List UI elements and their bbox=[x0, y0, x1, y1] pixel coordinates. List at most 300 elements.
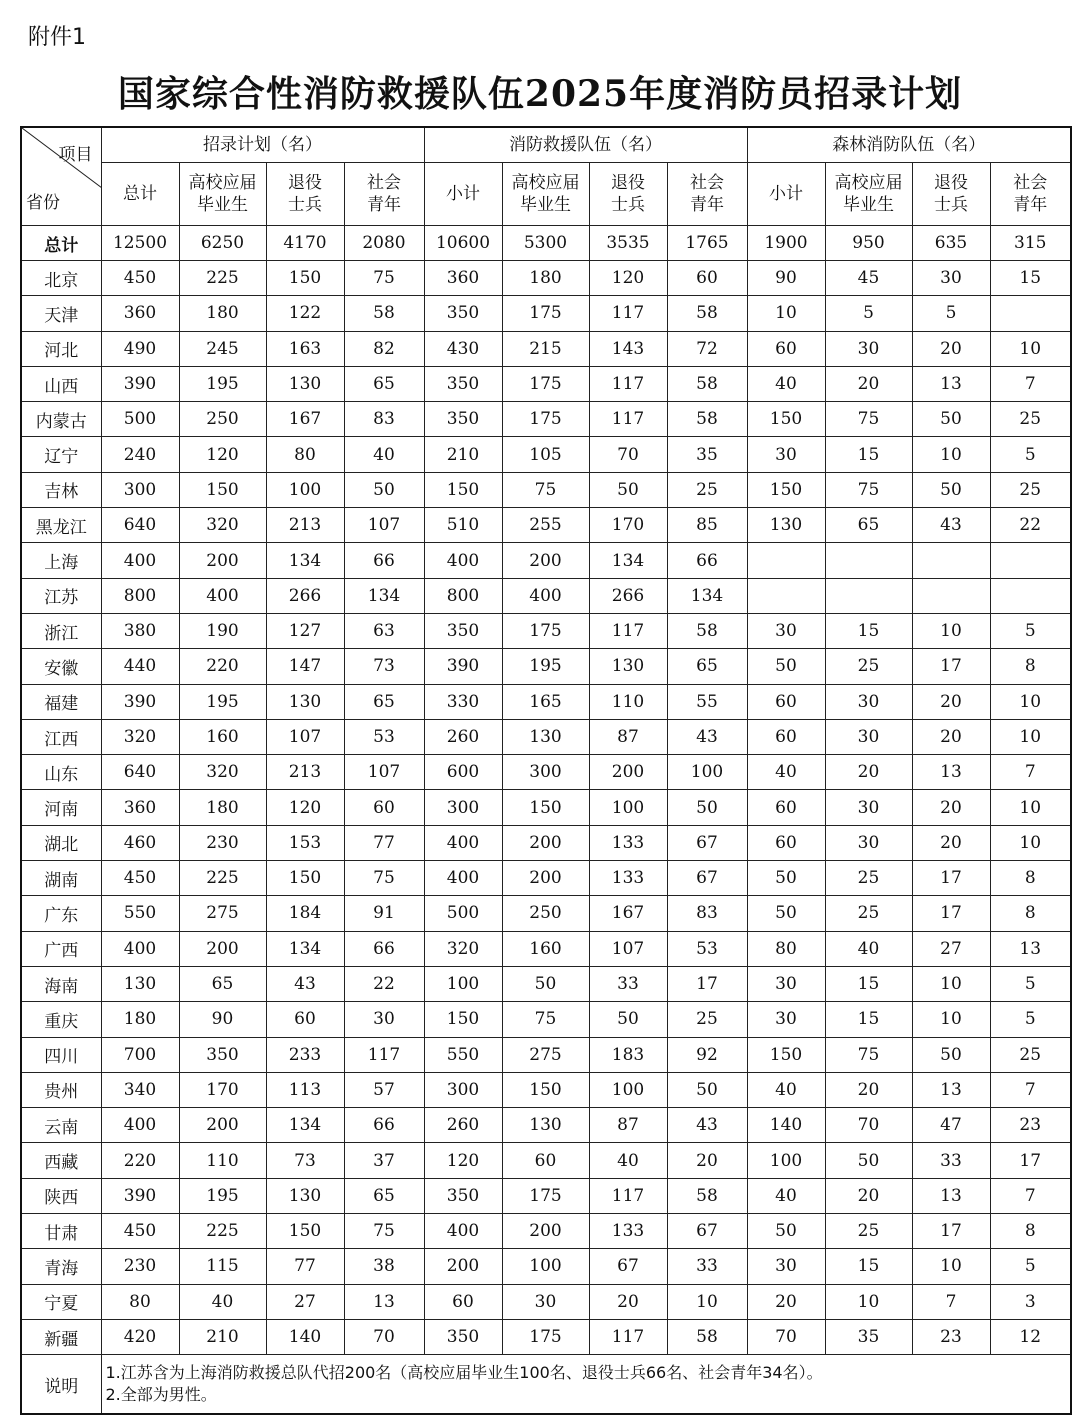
table-cell: 107 bbox=[589, 931, 667, 966]
table-cell: 150 bbox=[266, 861, 344, 896]
table-cell: 17 bbox=[912, 896, 990, 931]
table-cell: 450 bbox=[101, 861, 179, 896]
table-cell bbox=[990, 296, 1071, 331]
table-cell: 5 bbox=[990, 1249, 1071, 1284]
table-cell: 250 bbox=[179, 402, 266, 437]
table-cell: 350 bbox=[179, 1037, 266, 1072]
table-cell: 240 bbox=[101, 437, 179, 472]
column-header: 小计 bbox=[747, 163, 825, 226]
table-cell: 175 bbox=[502, 613, 589, 648]
table-cell: 22 bbox=[344, 966, 424, 1001]
column-header: 高校应届 毕业生 bbox=[179, 163, 266, 226]
table-cell: 420 bbox=[101, 1319, 179, 1354]
table-cell: 105 bbox=[502, 437, 589, 472]
group-header-forest-fire: 森林消防队伍（名） bbox=[747, 127, 1071, 163]
province-name: 海南 bbox=[21, 966, 101, 1001]
table-cell: 75 bbox=[825, 402, 912, 437]
table-cell: 80 bbox=[747, 931, 825, 966]
table-cell: 320 bbox=[179, 755, 266, 790]
table-cell: 100 bbox=[589, 1072, 667, 1107]
table-cell: 330 bbox=[424, 684, 502, 719]
table-cell: 400 bbox=[101, 931, 179, 966]
table-cell: 50 bbox=[912, 472, 990, 507]
table-cell: 180 bbox=[101, 1002, 179, 1037]
table-cell: 13 bbox=[990, 931, 1071, 966]
table-cell: 66 bbox=[344, 931, 424, 966]
table-cell: 67 bbox=[667, 861, 747, 896]
province-name: 宁夏 bbox=[21, 1284, 101, 1319]
recruitment-table bbox=[20, 126, 1072, 1415]
table-cell: 10 bbox=[667, 1284, 747, 1319]
table-cell: 400 bbox=[101, 543, 179, 578]
table-cell: 13 bbox=[912, 366, 990, 401]
table-cell: 5 bbox=[912, 296, 990, 331]
table-cell bbox=[825, 578, 912, 613]
table-cell: 15 bbox=[825, 1002, 912, 1037]
total-cell: 315 bbox=[990, 226, 1071, 261]
table-cell: 8 bbox=[990, 896, 1071, 931]
province-name: 内蒙古 bbox=[21, 402, 101, 437]
table-cell: 200 bbox=[502, 1214, 589, 1249]
table-cell: 180 bbox=[179, 296, 266, 331]
table-cell: 30 bbox=[747, 1249, 825, 1284]
table-cell: 25 bbox=[825, 1214, 912, 1249]
province-name: 河南 bbox=[21, 790, 101, 825]
table-cell bbox=[825, 543, 912, 578]
table-cell: 65 bbox=[344, 1178, 424, 1213]
table-cell: 40 bbox=[344, 437, 424, 472]
table-row bbox=[21, 437, 1071, 472]
table-cell: 20 bbox=[589, 1284, 667, 1319]
table-cell: 130 bbox=[589, 649, 667, 684]
table-cell: 133 bbox=[589, 861, 667, 896]
table-cell: 90 bbox=[747, 261, 825, 296]
table-cell: 45 bbox=[825, 261, 912, 296]
table-cell: 75 bbox=[825, 472, 912, 507]
table-cell: 60 bbox=[747, 684, 825, 719]
table-cell: 70 bbox=[747, 1319, 825, 1354]
table-cell: 25 bbox=[990, 1037, 1071, 1072]
table-cell: 5 bbox=[990, 966, 1071, 1001]
table-cell: 30 bbox=[825, 684, 912, 719]
table-cell: 600 bbox=[424, 755, 502, 790]
table-cell: 40 bbox=[589, 1143, 667, 1178]
table-cell: 30 bbox=[747, 613, 825, 648]
column-header: 社会 青年 bbox=[667, 163, 747, 226]
table-cell: 113 bbox=[266, 1072, 344, 1107]
table-cell: 200 bbox=[589, 755, 667, 790]
table-cell: 122 bbox=[266, 296, 344, 331]
table-cell: 60 bbox=[266, 1002, 344, 1037]
table-cell: 37 bbox=[344, 1143, 424, 1178]
province-name: 广东 bbox=[21, 896, 101, 931]
table-cell: 195 bbox=[179, 366, 266, 401]
table-cell: 200 bbox=[502, 825, 589, 860]
table-cell: 175 bbox=[502, 296, 589, 331]
table-row bbox=[21, 861, 1071, 896]
table-cell: 390 bbox=[424, 649, 502, 684]
table-cell: 20 bbox=[912, 331, 990, 366]
table-cell: 134 bbox=[266, 543, 344, 578]
table-cell: 67 bbox=[589, 1249, 667, 1284]
table-cell: 107 bbox=[344, 755, 424, 790]
province-name: 陕西 bbox=[21, 1178, 101, 1213]
table-cell: 17 bbox=[990, 1143, 1071, 1178]
table-cell: 350 bbox=[424, 296, 502, 331]
table-cell: 200 bbox=[424, 1249, 502, 1284]
table-cell: 150 bbox=[266, 1214, 344, 1249]
table-cell: 53 bbox=[344, 719, 424, 754]
table-cell: 5 bbox=[825, 296, 912, 331]
group-header-plan: 招录计划（名） bbox=[101, 127, 424, 163]
table-cell: 33 bbox=[667, 1249, 747, 1284]
table-cell: 266 bbox=[589, 578, 667, 613]
table-cell: 66 bbox=[667, 543, 747, 578]
total-cell: 635 bbox=[912, 226, 990, 261]
table-cell: 73 bbox=[266, 1143, 344, 1178]
table-cell: 15 bbox=[825, 1249, 912, 1284]
province-name: 江苏 bbox=[21, 578, 101, 613]
table-cell: 50 bbox=[747, 861, 825, 896]
table-cell: 50 bbox=[502, 966, 589, 1001]
table-cell: 100 bbox=[266, 472, 344, 507]
table-cell: 117 bbox=[589, 366, 667, 401]
table-row bbox=[21, 684, 1071, 719]
table-cell: 390 bbox=[101, 684, 179, 719]
notes-cell bbox=[101, 1355, 1071, 1415]
table-cell: 20 bbox=[912, 684, 990, 719]
table-row bbox=[21, 508, 1071, 543]
table-cell: 30 bbox=[825, 719, 912, 754]
province-name: 辽宁 bbox=[21, 437, 101, 472]
table-cell: 40 bbox=[747, 366, 825, 401]
table-cell: 25 bbox=[667, 472, 747, 507]
table-cell: 100 bbox=[747, 1143, 825, 1178]
table-cell: 53 bbox=[667, 931, 747, 966]
table-cell: 350 bbox=[424, 366, 502, 401]
table-cell: 7 bbox=[990, 1072, 1071, 1107]
table-cell: 230 bbox=[179, 825, 266, 860]
table-cell: 800 bbox=[424, 578, 502, 613]
note-label: 说明 bbox=[21, 1355, 101, 1415]
total-cell: 12500 bbox=[101, 226, 179, 261]
table-cell: 510 bbox=[424, 508, 502, 543]
table-cell: 10 bbox=[912, 1002, 990, 1037]
total-label: 总计 bbox=[21, 226, 101, 261]
table-cell: 17 bbox=[667, 966, 747, 1001]
table-cell: 213 bbox=[266, 755, 344, 790]
table-cell: 143 bbox=[589, 331, 667, 366]
table-cell: 60 bbox=[747, 790, 825, 825]
table-cell: 22 bbox=[990, 508, 1071, 543]
table-cell: 82 bbox=[344, 331, 424, 366]
table-cell: 150 bbox=[747, 1037, 825, 1072]
table-cell: 10 bbox=[990, 790, 1071, 825]
table-cell: 400 bbox=[424, 1214, 502, 1249]
province-name: 重庆 bbox=[21, 1002, 101, 1037]
table-cell: 225 bbox=[179, 1214, 266, 1249]
table-row bbox=[21, 331, 1071, 366]
page-title: 国家综合性消防救援队伍2025年度消防员招录计划 bbox=[117, 73, 963, 115]
table-cell: 50 bbox=[912, 1037, 990, 1072]
table-cell: 100 bbox=[502, 1249, 589, 1284]
total-cell: 1765 bbox=[667, 226, 747, 261]
table-cell: 65 bbox=[179, 966, 266, 1001]
province-name: 上海 bbox=[21, 543, 101, 578]
table-cell: 17 bbox=[912, 1214, 990, 1249]
corner-header-cell bbox=[21, 127, 101, 226]
province-name: 云南 bbox=[21, 1108, 101, 1143]
table-cell: 117 bbox=[589, 402, 667, 437]
province-name: 吉林 bbox=[21, 472, 101, 507]
table-cell: 117 bbox=[589, 296, 667, 331]
table-cell: 250 bbox=[502, 896, 589, 931]
table-cell: 130 bbox=[502, 719, 589, 754]
table-cell: 550 bbox=[424, 1037, 502, 1072]
table-cell: 320 bbox=[101, 719, 179, 754]
table-cell: 65 bbox=[344, 684, 424, 719]
note-line: 1.江苏含为上海消防救援总队代招200名（高校应届毕业生100名、退役士兵66名、社会青年34名）。 bbox=[105, 1363, 823, 1383]
province-name: 新疆 bbox=[21, 1319, 101, 1354]
table-cell: 300 bbox=[424, 1072, 502, 1107]
table-cell: 92 bbox=[667, 1037, 747, 1072]
province-name: 天津 bbox=[21, 296, 101, 331]
table-cell: 184 bbox=[266, 896, 344, 931]
table-cell: 130 bbox=[266, 1178, 344, 1213]
table-cell: 10 bbox=[990, 684, 1071, 719]
table-cell: 75 bbox=[502, 472, 589, 507]
table-cell: 13 bbox=[912, 755, 990, 790]
province-name: 江西 bbox=[21, 719, 101, 754]
table-cell: 23 bbox=[912, 1319, 990, 1354]
table-cell: 87 bbox=[589, 1108, 667, 1143]
table-cell: 350 bbox=[424, 402, 502, 437]
table-cell: 5 bbox=[990, 613, 1071, 648]
table-cell: 65 bbox=[667, 649, 747, 684]
table-cell: 58 bbox=[667, 1178, 747, 1213]
table-cell: 640 bbox=[101, 755, 179, 790]
table-cell: 107 bbox=[266, 719, 344, 754]
table-cell: 220 bbox=[179, 649, 266, 684]
table-cell: 80 bbox=[266, 437, 344, 472]
table-row bbox=[21, 1037, 1071, 1072]
table-cell: 43 bbox=[266, 966, 344, 1001]
table-cell: 47 bbox=[912, 1108, 990, 1143]
province-name: 浙江 bbox=[21, 613, 101, 648]
table-cell: 10 bbox=[990, 719, 1071, 754]
table-row bbox=[21, 402, 1071, 437]
table-cell: 220 bbox=[101, 1143, 179, 1178]
table-cell: 40 bbox=[747, 1072, 825, 1107]
table-cell: 127 bbox=[266, 613, 344, 648]
table-cell: 50 bbox=[825, 1143, 912, 1178]
column-header: 退役 士兵 bbox=[912, 163, 990, 226]
table-cell: 170 bbox=[179, 1072, 266, 1107]
table-row bbox=[21, 1249, 1071, 1284]
table-cell: 350 bbox=[424, 1178, 502, 1213]
table-cell: 20 bbox=[667, 1143, 747, 1178]
table-cell: 165 bbox=[502, 684, 589, 719]
table-cell: 20 bbox=[825, 1072, 912, 1107]
table-cell: 75 bbox=[502, 1002, 589, 1037]
table-cell: 40 bbox=[825, 931, 912, 966]
table-row bbox=[21, 1284, 1071, 1319]
table-row bbox=[21, 1072, 1071, 1107]
province-name: 河北 bbox=[21, 331, 101, 366]
corner-label-item: 项目 bbox=[58, 145, 93, 165]
table-cell: 23 bbox=[990, 1108, 1071, 1143]
table-row bbox=[21, 578, 1071, 613]
table-cell: 400 bbox=[502, 578, 589, 613]
group-header-fire-rescue: 消防救援队伍（名） bbox=[424, 127, 747, 163]
table-cell: 215 bbox=[502, 331, 589, 366]
table-cell: 183 bbox=[589, 1037, 667, 1072]
table-cell bbox=[990, 543, 1071, 578]
table-cell: 120 bbox=[266, 790, 344, 825]
table-cell: 134 bbox=[667, 578, 747, 613]
table-cell: 7 bbox=[990, 755, 1071, 790]
table-cell: 150 bbox=[424, 1002, 502, 1037]
table-cell: 70 bbox=[825, 1108, 912, 1143]
total-cell: 5300 bbox=[502, 226, 589, 261]
table-row bbox=[21, 1214, 1071, 1249]
table-cell: 40 bbox=[747, 755, 825, 790]
table-cell: 10 bbox=[990, 825, 1071, 860]
table-cell: 70 bbox=[589, 437, 667, 472]
table-cell: 30 bbox=[747, 966, 825, 1001]
table-cell: 13 bbox=[912, 1072, 990, 1107]
table-cell: 30 bbox=[502, 1284, 589, 1319]
table-cell: 133 bbox=[589, 1214, 667, 1249]
table-cell: 20 bbox=[825, 755, 912, 790]
table-cell: 255 bbox=[502, 508, 589, 543]
table-cell: 30 bbox=[912, 261, 990, 296]
table-cell: 100 bbox=[667, 755, 747, 790]
table-cell: 160 bbox=[179, 719, 266, 754]
table-cell: 130 bbox=[266, 684, 344, 719]
table-row bbox=[21, 1319, 1071, 1354]
table-row bbox=[21, 896, 1071, 931]
table-cell: 58 bbox=[667, 613, 747, 648]
table-cell: 75 bbox=[344, 261, 424, 296]
table-cell: 390 bbox=[101, 1178, 179, 1213]
table-cell: 490 bbox=[101, 331, 179, 366]
table-cell: 58 bbox=[344, 296, 424, 331]
table-cell: 67 bbox=[667, 1214, 747, 1249]
table-cell: 90 bbox=[179, 1002, 266, 1037]
table-cell: 38 bbox=[344, 1249, 424, 1284]
table-cell: 150 bbox=[266, 261, 344, 296]
table-cell: 66 bbox=[344, 543, 424, 578]
table-cell: 83 bbox=[667, 896, 747, 931]
table-cell: 320 bbox=[179, 508, 266, 543]
table-cell: 100 bbox=[589, 790, 667, 825]
total-cell: 4170 bbox=[266, 226, 344, 261]
province-name: 安徽 bbox=[21, 649, 101, 684]
table-cell: 87 bbox=[589, 719, 667, 754]
table-cell: 130 bbox=[266, 366, 344, 401]
table-cell: 117 bbox=[589, 1319, 667, 1354]
table-cell: 30 bbox=[825, 790, 912, 825]
table-cell bbox=[912, 543, 990, 578]
table-cell: 175 bbox=[502, 1178, 589, 1213]
table-cell: 167 bbox=[266, 402, 344, 437]
table-cell: 7 bbox=[990, 366, 1071, 401]
table-cell: 260 bbox=[424, 719, 502, 754]
table-cell: 245 bbox=[179, 331, 266, 366]
table-cell: 55 bbox=[667, 684, 747, 719]
table-cell: 150 bbox=[502, 1072, 589, 1107]
table-cell: 13 bbox=[344, 1284, 424, 1319]
table-row bbox=[21, 613, 1071, 648]
table-cell: 390 bbox=[101, 366, 179, 401]
table-row bbox=[21, 931, 1071, 966]
table-cell: 360 bbox=[101, 296, 179, 331]
table-cell: 60 bbox=[747, 719, 825, 754]
table-cell: 120 bbox=[424, 1143, 502, 1178]
table-cell: 230 bbox=[101, 1249, 179, 1284]
table-cell: 30 bbox=[344, 1002, 424, 1037]
table-cell: 3 bbox=[990, 1284, 1071, 1319]
table-row bbox=[21, 790, 1071, 825]
table-cell: 73 bbox=[344, 649, 424, 684]
table-row bbox=[21, 1002, 1071, 1037]
table-cell: 10 bbox=[747, 296, 825, 331]
table-cell: 75 bbox=[344, 861, 424, 896]
province-name: 甘肃 bbox=[21, 1214, 101, 1249]
table-cell: 266 bbox=[266, 578, 344, 613]
table-cell: 70 bbox=[344, 1319, 424, 1354]
attachment-label: 附件1 bbox=[28, 25, 86, 50]
table-cell: 117 bbox=[344, 1037, 424, 1072]
table-cell: 147 bbox=[266, 649, 344, 684]
table-cell: 550 bbox=[101, 896, 179, 931]
table-cell bbox=[747, 543, 825, 578]
table-cell: 200 bbox=[179, 543, 266, 578]
table-cell: 20 bbox=[912, 719, 990, 754]
table-cell: 134 bbox=[589, 543, 667, 578]
table-cell: 20 bbox=[825, 1178, 912, 1213]
table-cell: 25 bbox=[990, 402, 1071, 437]
table-cell: 20 bbox=[747, 1284, 825, 1319]
table-cell: 75 bbox=[344, 1214, 424, 1249]
table-cell: 140 bbox=[266, 1319, 344, 1354]
table-cell: 175 bbox=[502, 366, 589, 401]
table-cell: 400 bbox=[179, 578, 266, 613]
table-cell: 60 bbox=[747, 331, 825, 366]
table-cell: 195 bbox=[179, 684, 266, 719]
table-row bbox=[21, 1178, 1071, 1213]
table-cell: 72 bbox=[667, 331, 747, 366]
table-row bbox=[21, 261, 1071, 296]
table-row bbox=[21, 1108, 1071, 1143]
table-cell: 25 bbox=[825, 896, 912, 931]
table-cell: 50 bbox=[667, 790, 747, 825]
table-cell bbox=[912, 578, 990, 613]
table-cell: 150 bbox=[179, 472, 266, 507]
table-cell: 10 bbox=[912, 437, 990, 472]
table-cell: 10 bbox=[825, 1284, 912, 1319]
table-cell: 8 bbox=[990, 861, 1071, 896]
table-cell: 80 bbox=[101, 1284, 179, 1319]
table-cell: 15 bbox=[825, 613, 912, 648]
table-cell: 10 bbox=[912, 1249, 990, 1284]
table-cell: 640 bbox=[101, 508, 179, 543]
table-cell: 340 bbox=[101, 1072, 179, 1107]
table-cell: 25 bbox=[825, 861, 912, 896]
table-row bbox=[21, 966, 1071, 1001]
table-cell: 27 bbox=[912, 931, 990, 966]
